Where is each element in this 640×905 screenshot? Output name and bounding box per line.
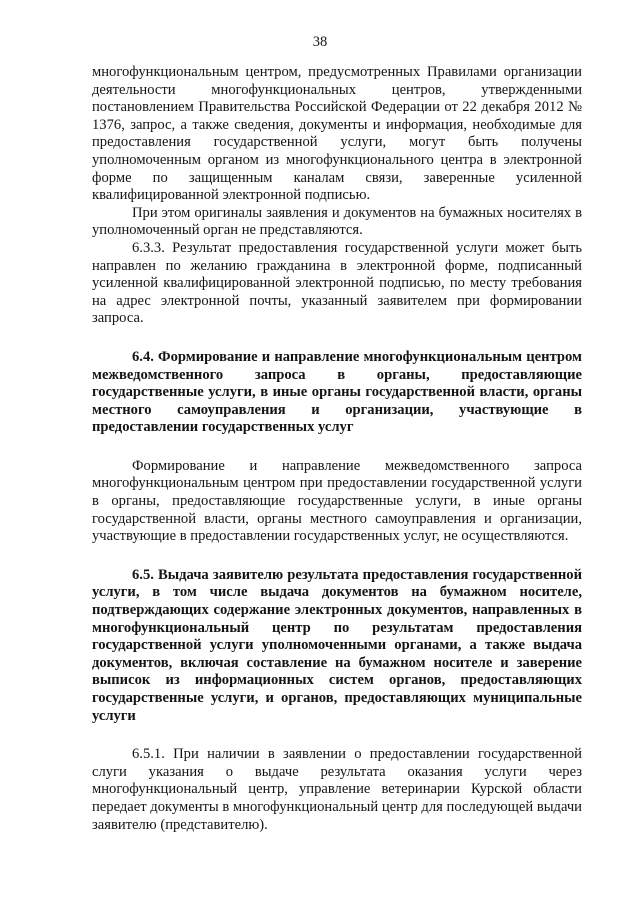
paragraph-6-5-1-issue-via-mfc: 6.5.1. При наличии в заявлении о предоставлении государственной слуги указания о выдаче результата оказания услуги через многофункциональный центр, управление ветеринарии Курской области передает документы в многофункциональный центр для последующей выдачи заявителю (представителю). (92, 746, 582, 833)
paragraph-mfc-request-received: многофункциональным центром, предусмотренных Правилами организации деятельности многофункциональных центров, утвержденными постановлением Правительства Российской Федерации от 22 декабря 2012 № 1376, запрос, а также сведения, документы и информация, необходимые для предоставления государственной услуги, могут быть получены уполномоченным органом из многофункционального центра в электронной форме по защищенным каналам связи, заверенные усиленной квалифицированной электронной подписью. (92, 64, 582, 204)
section-heading-6-4: 6.4. Формирование и направление многофункциональным центром межведомственного запроса в органы, предоставляющие государственные услуги, в иные органы государственной власти, органы местного самоуправления и организации, участвующие в предоставлении государственных услуг (92, 348, 582, 436)
paragraph-originals-not-submitted: При этом оригиналы заявления и документов на бумажных носителях в уполномоченный орган не представляются. (92, 204, 582, 239)
section-heading-6-5: 6.5. Выдача заявителю результата предоставления государственной услуги, в том числе выдача документов на бумажном носителе, подтверждающих содержание электронных документов, направленных в многофункциональный центр по результатам предоставления государственной услуги уполномоченными органами, а также выдача документов, включая составление на бумажном носителе и заверение выписок из информационных систем органов, предоставляющих государственные услуги, и органов, предоставляющих муниципальные услуги (92, 566, 582, 724)
paragraph-6-3-3-result-electronic: 6.3.3. Результат предоставления государственной услуги может быть направлен по желанию гражданина в электронной форме, подписанный усиленной квалифицированной электронной подписью, по месту требования на адрес электронной почты, указанный заявителем при формировании запроса. (92, 239, 582, 327)
paragraph-interagency-request-not-performed: Формирование и направление межведомственного запроса многофункциональным центром при предоставлении государственной услуги в органы, предоставляющие государственные услуги, в иные органы государственной власти, органы местного самоуправления и организации, участвующие в предоставлении государственных услуг, не осуществляются. (92, 457, 582, 545)
document-body (92, 64, 582, 834)
page-number: 38 (312, 34, 328, 50)
